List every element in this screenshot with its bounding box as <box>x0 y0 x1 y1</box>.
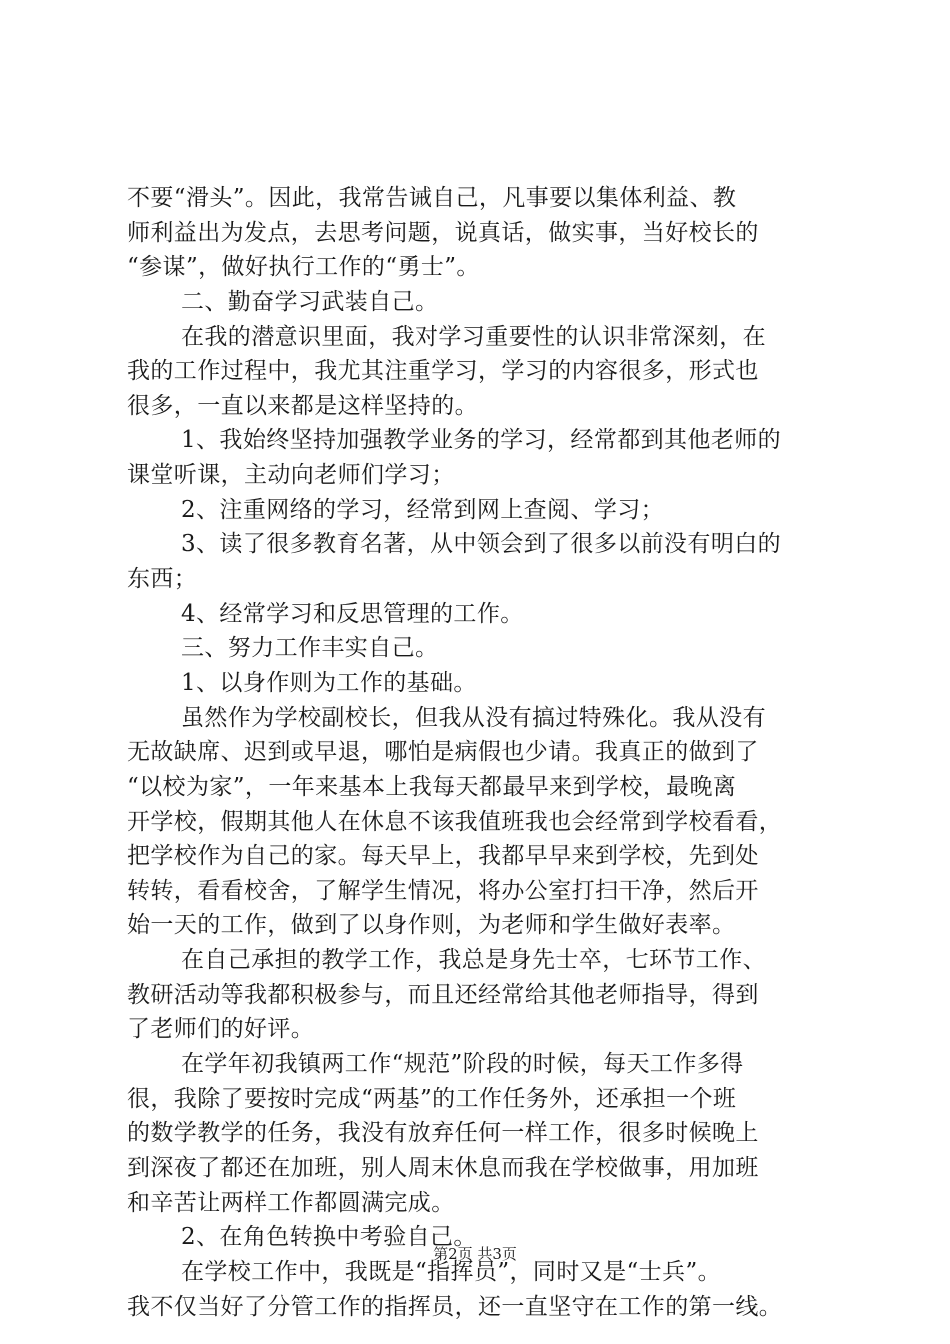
text-line: 3、读了很多教育名著，从中领会到了很多以前没有明白的 <box>181 531 782 558</box>
text-line: 在我的潜意识里面，我对学习重要性的认识非常深刻，在 <box>181 323 766 350</box>
text-line: 教研活动等我都积极参与，而且还经常给其他老师指导，得到 <box>127 981 759 1008</box>
text-line: 2、在角色转换中考验自己。 <box>181 1224 477 1251</box>
text-line: 很多，一直以来都是这样坚持的。 <box>127 392 478 419</box>
text-line: 2、注重网络的学习，经常到网上查阅、学习； <box>181 496 665 523</box>
text-line: 开学校，假期其他人在休息不该我值班我也会经常到学校看看， <box>127 808 783 835</box>
text-line: 转转，看看校舍，了解学生情况，将办公室打扫干净，然后开 <box>127 877 759 904</box>
text-line: 在自己承担的教学工作，我总是身先士卒，七环节工作、 <box>181 947 766 974</box>
text-line: 始一天的工作，做到了以身作则，为老师和学生做好表率。 <box>127 912 736 939</box>
text-line: 到深夜了都还在加班，别人周末休息而我在学校做事，用加班 <box>127 1154 759 1181</box>
document-body <box>127 181 837 1324</box>
text-line: “参谋”，做好执行工作的“勇士”。 <box>127 254 480 281</box>
text-line: 课堂听课，主动向老师们学习； <box>127 462 455 489</box>
text-line: 师利益出为发点，去思考问题，说真话，做实事，当好校长的 <box>127 219 759 246</box>
text-line: 1、我始终坚持加强教学业务的学习，经常都到其他老师的 <box>181 427 782 454</box>
text-line: 虽然作为学校副校长，但我从没有搞过特殊化。我从没有 <box>181 704 766 731</box>
page-footer: 第2页 共3页 <box>433 1245 517 1263</box>
text-line: 东西； <box>127 566 198 593</box>
text-line: 我的工作过程中，我尤其注重学习，学习的内容很多，形式也 <box>127 358 759 385</box>
text-line: 无故缺席、迟到或早退，哪怕是病假也少请。我真正的做到了 <box>127 739 759 766</box>
text-line: 不要“滑头”。因此，我常告诫自己，凡事要以集体利益、教 <box>127 185 737 211</box>
text-line: 了老师们的好评。 <box>127 1016 315 1043</box>
text-line: 4、经常学习和反思管理的工作。 <box>181 600 524 627</box>
text-line: 把学校作为自己的家。每天早上，我都早早来到学校，先到处 <box>127 843 759 870</box>
text-line: 的数学教学的任务，我没有放弃任何一样工作，很多时候晚上 <box>127 1120 759 1147</box>
text-line: 在学年初我镇两工作“规范”阶段的时候，每天工作多得 <box>181 1051 744 1078</box>
text-line: 在学校工作中，我既是“指挥员”，同时又是“士兵”。 <box>181 1258 722 1285</box>
text-line: 1、以身作则为工作的基础。 <box>181 669 477 696</box>
text-line: 三、努力工作丰实自己。 <box>181 635 439 662</box>
text-line: 和辛苦让两样工作都圆满完成。 <box>127 1189 455 1216</box>
text-line: “以校为家”，一年来基本上我每天都最早来到学校，最晚离 <box>127 773 737 800</box>
text-line: 二、勤奋学习武装自己。 <box>181 288 439 315</box>
text-line: 我不仅当好了分管工作的指挥员，还一直坚守在工作的第一线。 <box>127 1293 783 1320</box>
text-line: 很，我除了要按时完成“两基”的工作任务外，还承担一个班 <box>127 1085 737 1112</box>
